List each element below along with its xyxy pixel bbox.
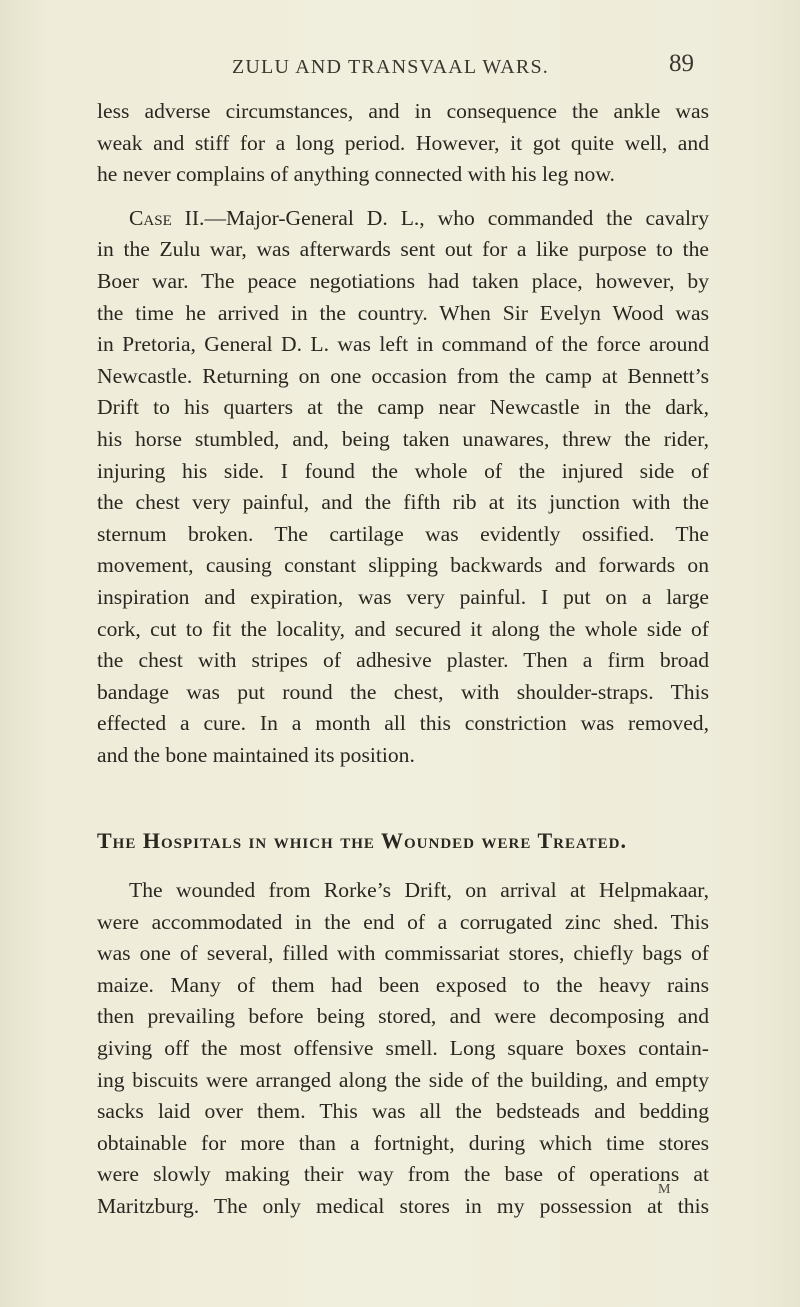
paragraph-1 [97, 96, 709, 191]
text-line: inspiration and expiration, was very painful. I put on a large [97, 584, 709, 609]
text-line: weak and stiff for a long period. However, it got quite well, and [97, 130, 709, 155]
text-line-rest: —Major-General D. L., who commanded the cavalry [204, 205, 709, 230]
text-line: obtainable for more than a fortnight, during which time stores [97, 1130, 709, 1155]
text-line: and the bone maintained its position. [97, 742, 415, 767]
text-line: was one of several, filled with commissariat stores, chiefly bags of [97, 941, 709, 966]
paragraph-case-2 [97, 203, 709, 772]
text-line: sternum broken. The cartilage was evidently ossified. The [97, 521, 709, 546]
text-line: in the Zulu war, was afterwards sent out for a like purpose to the [97, 237, 709, 262]
text-line: effected a cure. In a month all this constriction was removed, [97, 711, 709, 736]
case-label: Case II. [129, 205, 205, 230]
body-text [97, 96, 709, 1223]
text-line: ing biscuits were arranged along the side of the building, and empty [97, 1067, 709, 1092]
text-line: Boer war. The peace negotiations had taken place, however, by [97, 268, 709, 293]
text-line: were slowly making their way from the base of operations at [97, 1162, 709, 1187]
signature-mark: M [658, 1182, 671, 1197]
running-head [0, 50, 800, 90]
text-line: sacks laid over them. This was all the bedsteads and bedding [97, 1099, 709, 1124]
paragraph-hospitals [97, 875, 709, 1223]
text-line: the time he arrived in the country. When Sir Evelyn Wood was [97, 300, 709, 325]
section-heading: The Hospitals in which the Wounded were Treated. [97, 828, 628, 854]
text-line: giving off the most offensive smell. Long square boxes contain- [97, 1036, 709, 1061]
text-line: Maritzburg. The only medical stores in my possession at this [97, 1194, 709, 1218]
text-line: then prevailing before being stored, and were decomposing and [97, 1004, 709, 1029]
text-line: in Pretoria, General D. L. was left in command of the force around [97, 332, 709, 357]
text-line: The wounded from Rorke’s Drift, on arrival at Helpmakaar, [129, 878, 709, 903]
text-line: his horse stumbled, and, being taken unawares, threw the rider, [97, 426, 709, 451]
running-title: ZULU AND TRANSVAAL WARS. [232, 56, 549, 78]
text-line [97, 203, 709, 235]
text-line: injuring his side. I found the whole of the injured side of [97, 458, 709, 483]
text-line: bandage was put round the chest, with shoulder-straps. This [97, 679, 709, 704]
text-line: were accommodated in the end of a corrugated zinc shed. This [97, 909, 709, 934]
text-line: maize. Many of them had been exposed to the heavy rains [97, 972, 709, 997]
text-line: the chest with stripes of adhesive plaster. Then a firm broad [97, 648, 709, 673]
page-number: 89 [669, 50, 694, 77]
text-line: cork, cut to fit the locality, and secured it along the whole side of [97, 616, 709, 641]
text-line: Newcastle. Returning on one occasion from the camp at Bennett’s [97, 363, 709, 388]
text-line: Drift to his quarters at the camp near Newcastle in the dark, [97, 395, 709, 420]
text-line: he never complains of anything connected with his leg now. [97, 162, 615, 187]
text-line: less adverse circumstances, and in consequence the ankle was [97, 99, 709, 123]
text-line: movement, causing constant slipping backwards and forwards on [97, 553, 709, 578]
text-line: the chest very painful, and the fifth rib at its junction with the [97, 490, 709, 515]
